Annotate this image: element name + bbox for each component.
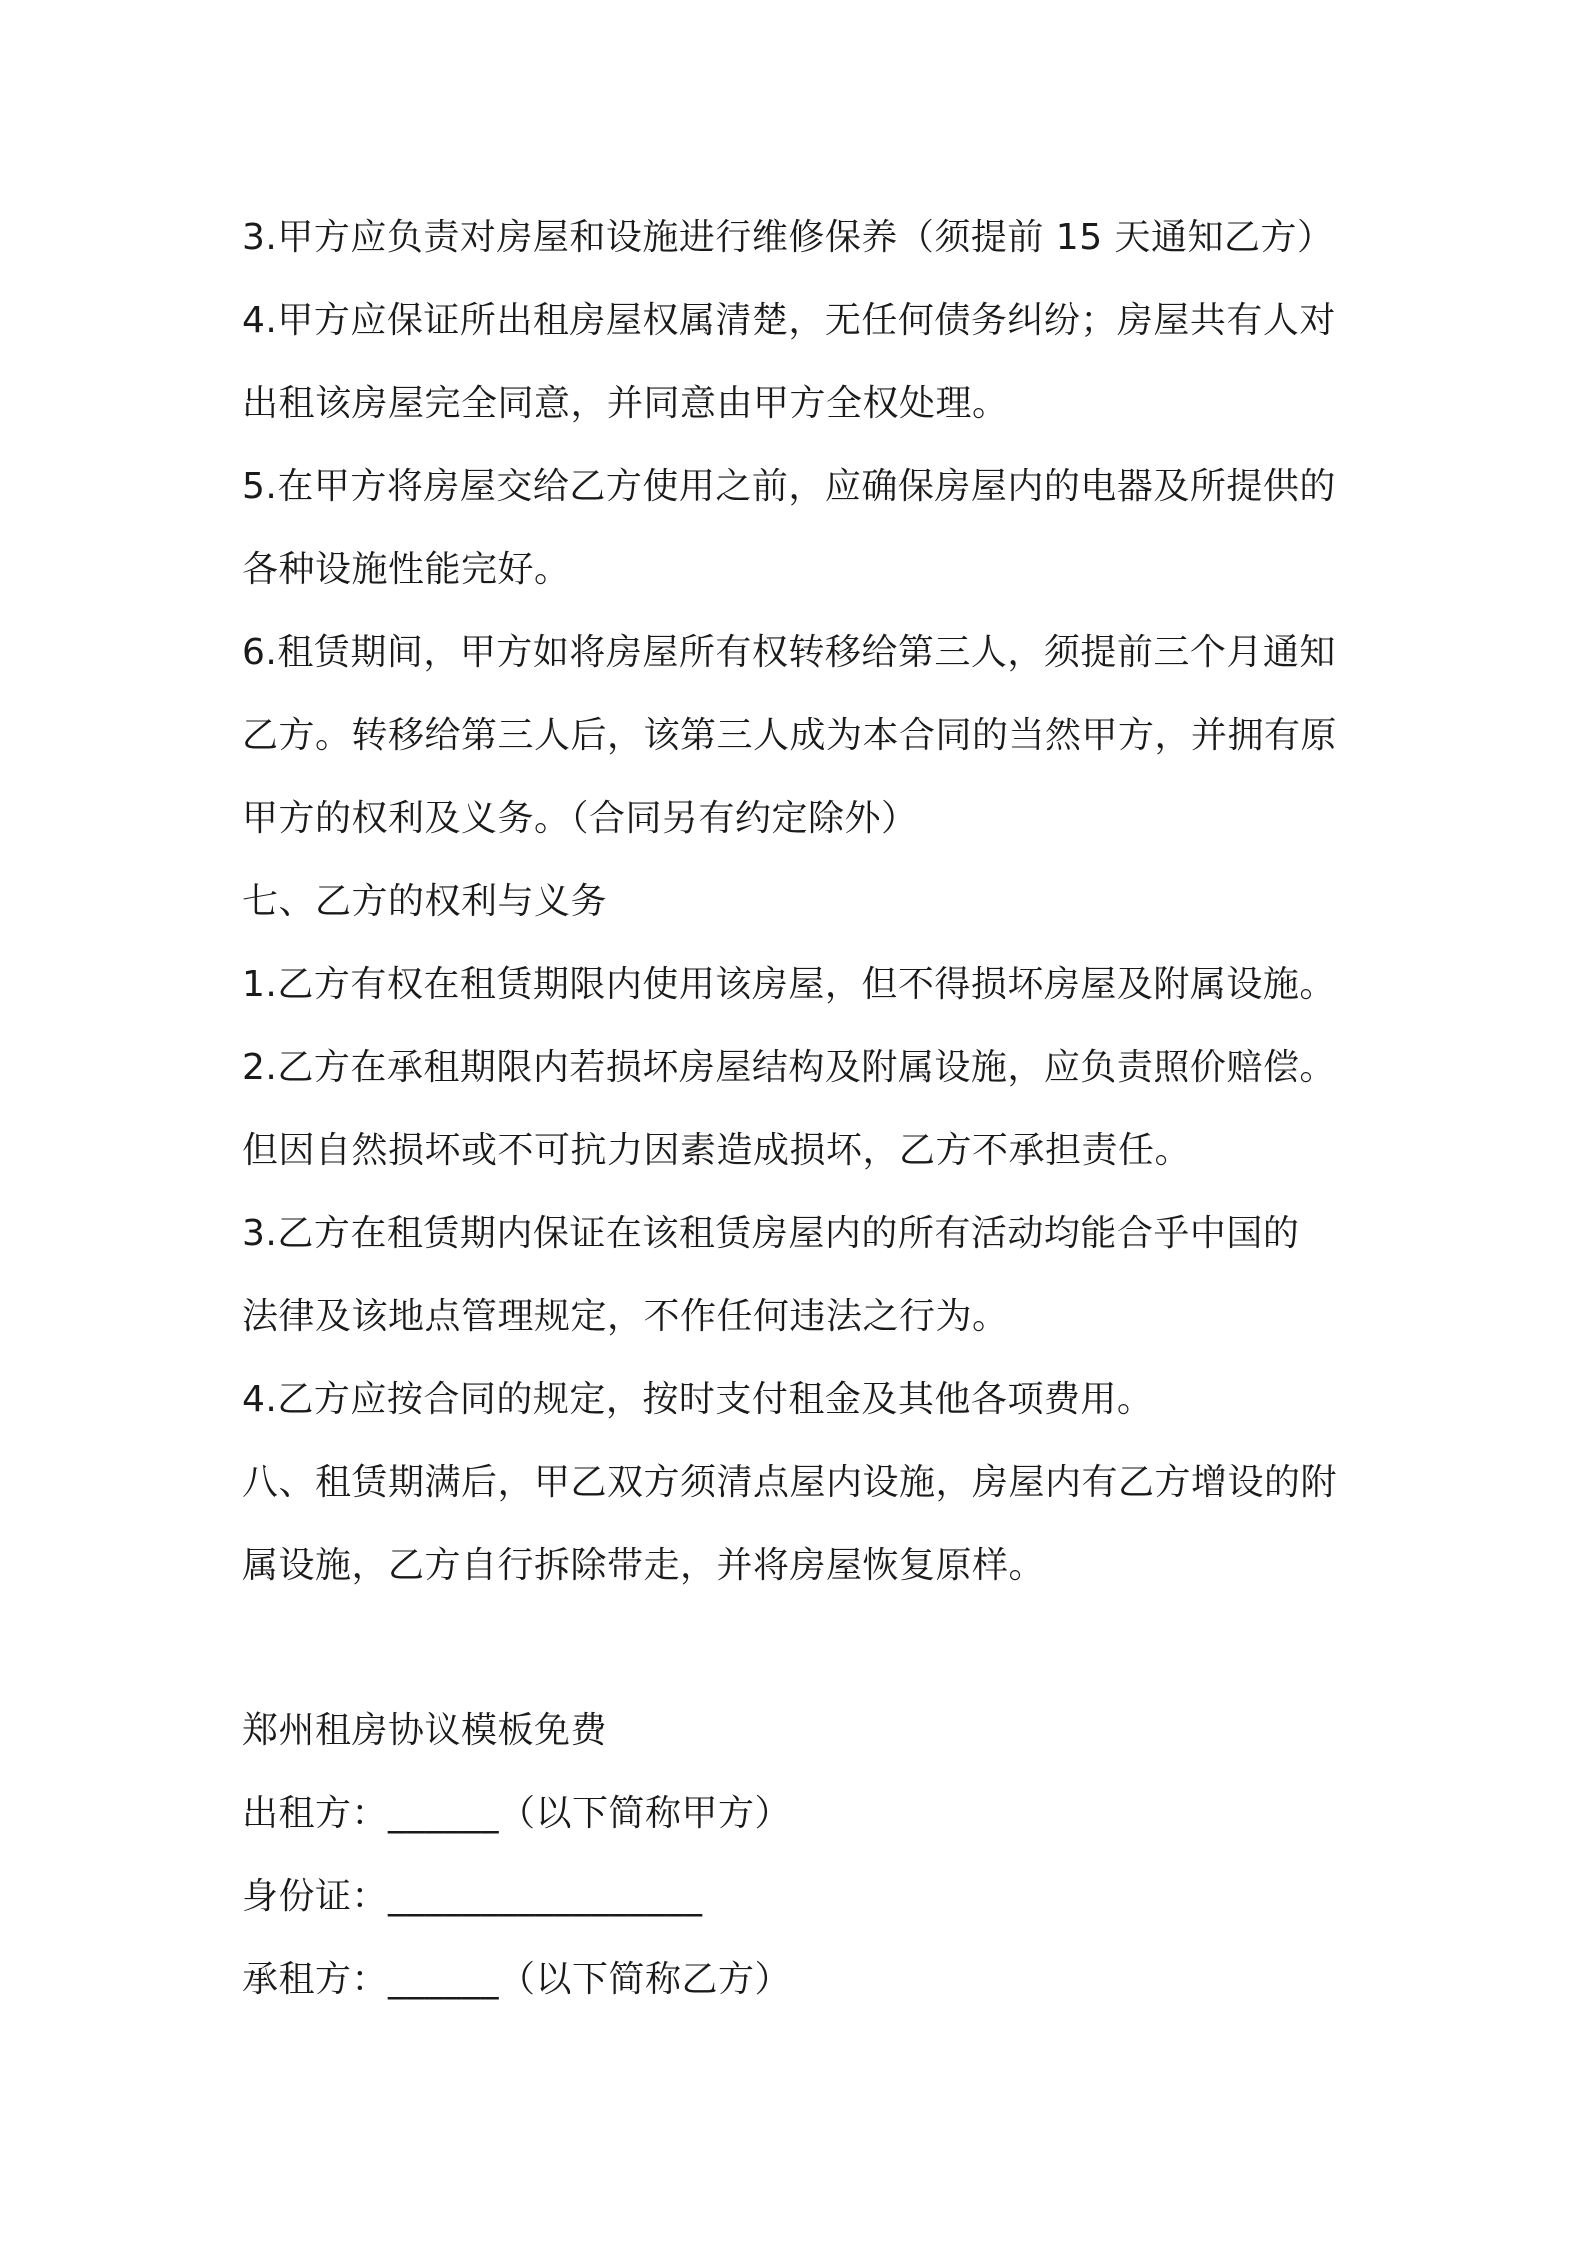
clause-line: 法律及该地点管理规定，不作任何违法之行为。 <box>242 1296 1009 1337</box>
template-title: 郑州租房协议模板免费 <box>242 1710 608 1751</box>
clause-line: 2.乙方在承租期限内若损坏房屋结构及附属设施，应负责照价赔偿。 <box>242 1047 1336 1088</box>
document-body <box>242 196 1362 2021</box>
clause-line: 6.租赁期间，甲方如将房屋所有权转移给第三人，须提前三个月通知 <box>242 632 1336 673</box>
clause-line: 各种设施性能完好。 <box>242 549 571 590</box>
clause-line: 属设施，乙方自行拆除带走，并将房屋恢复原样。 <box>242 1545 1046 1586</box>
clause-line: 5.在甲方将房屋交给乙方使用之前，应确保房屋内的电器及所提供的 <box>242 466 1336 507</box>
section-heading: 七、乙方的权利与义务 <box>242 881 608 922</box>
clause-line: 4.甲方应保证所出租房屋权属清楚，无任何债务纠纷；房屋共有人对 <box>242 300 1336 341</box>
lessee-field: 承租方：______（以下简称乙方） <box>242 1959 792 2000</box>
clause-line: 乙方。转移给第三人后，该第三人成为本合同的当然甲方，并拥有原 <box>242 715 1338 756</box>
clause-line: 但因自然损坏或不可抗力因素造成损坏，乙方不承担责任。 <box>242 1130 1192 1171</box>
clause-line: 八、租赁期满后，甲乙双方须清点屋内设施，房屋内有乙方增设的附 <box>242 1462 1338 1503</box>
clause-line: 出租该房屋完全同意，并同意由甲方全权处理。 <box>242 383 1009 424</box>
clause-line: 3.乙方在租赁期内保证在该租赁房屋内的所有活动均能合乎中国的 <box>242 1213 1300 1254</box>
clause-line: 4.乙方应按合同的规定，按时支付租金及其他各项费用。 <box>242 1379 1154 1420</box>
id-card-field: 身份证：_________________ <box>242 1876 703 1917</box>
lessor-field: 出租方：______（以下简称甲方） <box>242 1793 792 1834</box>
paragraph-gap <box>242 1607 1362 1689</box>
clause-line: 3.甲方应负责对房屋和设施进行维修保养（须提前 15 天通知乙方） <box>242 217 1334 258</box>
clause-line: 甲方的权利及义务。（合同另有约定除外） <box>242 798 918 839</box>
clause-line: 1.乙方有权在租赁期限内使用该房屋，但不得损坏房屋及附属设施。 <box>242 964 1336 1005</box>
